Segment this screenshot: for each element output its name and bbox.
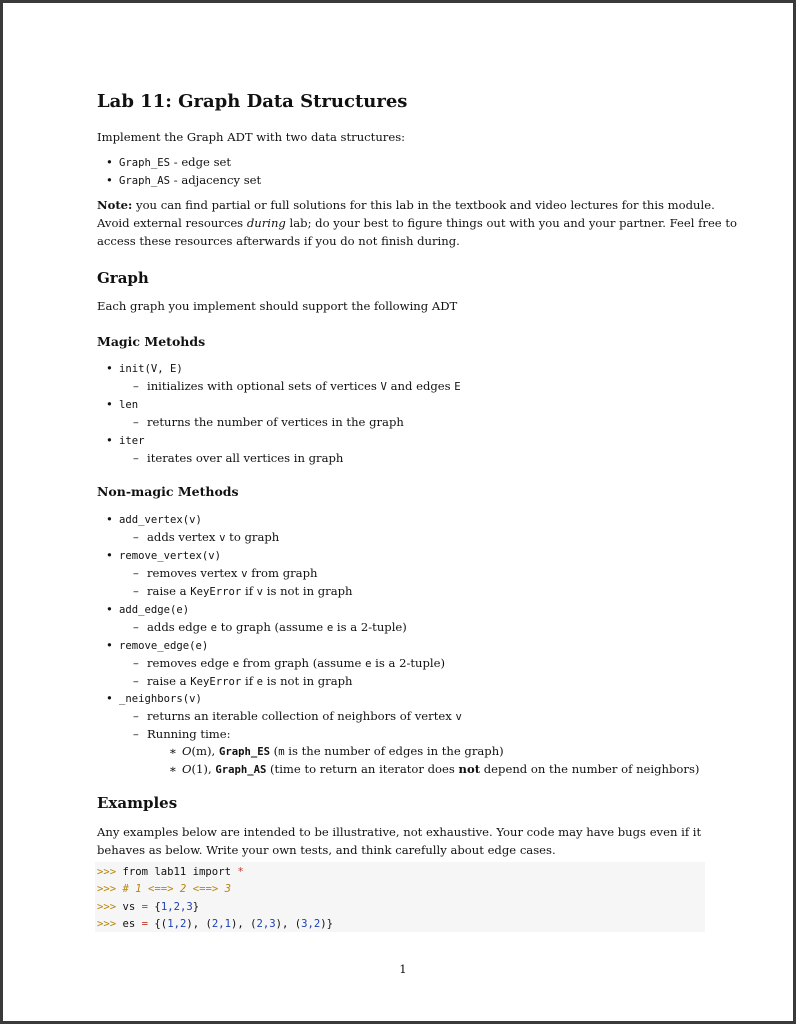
- code-line: [97, 863, 244, 881]
- desc-text: returns the number of vertices in the graph: [147, 415, 404, 429]
- desc-text: adds edge: [147, 620, 211, 634]
- desc-text: removes vertex: [147, 566, 242, 580]
- desc-text: raise a: [147, 674, 191, 688]
- desc-text: is not in graph: [263, 674, 353, 688]
- note-text: you can find partial or full solutions for this lab in the textbook and video lectures for this module.: [132, 198, 715, 212]
- code-v: V: [380, 381, 387, 393]
- code-block: [95, 862, 705, 932]
- list-item: [119, 600, 189, 619]
- code-number: 2,3: [256, 918, 276, 930]
- code-number: 2,1: [211, 918, 231, 930]
- list-item: [119, 546, 221, 565]
- code-number: 1,2: [167, 918, 187, 930]
- subsection-heading-nonmagic: Non-magic Methods: [97, 484, 239, 499]
- desc-text: to graph: [225, 530, 280, 544]
- desc-text: (time to return an iterator does: [266, 762, 459, 776]
- code-e: e: [232, 658, 240, 670]
- code-v: v: [256, 586, 264, 598]
- list-item: [119, 395, 138, 414]
- desc-text: (m),: [191, 744, 219, 758]
- big-o: O: [182, 762, 192, 776]
- list-item: [119, 689, 202, 708]
- code-operator: =: [141, 901, 149, 913]
- code-text: from lab11 import: [116, 866, 238, 878]
- code-text: )}: [320, 918, 334, 930]
- code-e: e: [365, 658, 372, 670]
- big-o: O: [182, 744, 192, 758]
- method-remove-edge: remove_edge(e): [119, 640, 209, 652]
- note-line: [97, 214, 737, 232]
- code-text: {(: [148, 918, 168, 930]
- list-item: [119, 431, 145, 450]
- desc-text: is a 2-tuple): [333, 620, 407, 634]
- page-title: Lab 11: Graph Data Structures: [97, 91, 408, 112]
- note-line: [97, 196, 715, 214]
- code-v: v: [455, 711, 462, 723]
- section-heading-examples: Examples: [97, 794, 178, 812]
- code-line: [97, 898, 199, 916]
- page-number: 1: [399, 962, 407, 976]
- code-prompt: >>>: [97, 866, 117, 878]
- list-subitem: [147, 449, 343, 467]
- code-graph-as: Graph_AS: [215, 764, 267, 776]
- intro-text: Implement the Graph ADT with two data structures:: [97, 130, 406, 144]
- note-text: Avoid external resources: [97, 216, 247, 230]
- code-text: ), (: [275, 918, 302, 930]
- code-text: es: [116, 918, 142, 930]
- code-operator: *: [237, 866, 244, 878]
- document-page: [3, 3, 793, 1021]
- list-subitem: [147, 618, 407, 637]
- desc-text: (: [269, 744, 279, 758]
- method-add-edge: add_edge(e): [119, 604, 190, 616]
- desc-text: (1),: [191, 762, 216, 776]
- code-operator: =: [141, 918, 149, 930]
- desc-text: is not in graph: [263, 584, 353, 598]
- desc-text: initializes with optional sets of vertices: [147, 379, 381, 393]
- desc-text: if: [241, 674, 257, 688]
- code-text: }: [192, 901, 200, 913]
- code-line: [97, 880, 231, 898]
- list-item: [119, 153, 231, 172]
- subsection-heading-magic: Magic Metohds: [97, 334, 206, 349]
- section-heading-graph: Graph: [97, 269, 149, 287]
- list-item: [119, 510, 202, 529]
- note-text: access these resources afterwards if you do not finish during.: [97, 234, 460, 248]
- examples-text: Any examples below are intended to be illustrative, not exhaustive. Your code may have bugs even if it: [97, 825, 702, 839]
- list-item: [119, 171, 261, 190]
- note-emphasis: during: [246, 216, 286, 230]
- code-prompt: >>>: [97, 883, 117, 895]
- structure-desc: - edge set: [170, 155, 232, 169]
- examples-text: behaves as below. Write your own tests, and think carefully about edge cases.: [97, 843, 556, 857]
- code-m: m: [278, 746, 285, 758]
- list-subitem: [147, 582, 353, 601]
- code-v: v: [241, 568, 248, 580]
- code-number: 1,2,3: [160, 901, 193, 913]
- code-text: ), (: [186, 918, 212, 930]
- desc-text: raise a: [147, 584, 191, 598]
- list-subitem: [147, 707, 462, 726]
- method-neighbors: _neighbors(v): [119, 693, 202, 705]
- note-line: [97, 232, 460, 250]
- note-label: Note:: [97, 198, 133, 212]
- method-init: init(V, E): [119, 363, 183, 375]
- desc-text: is a 2-tuple): [371, 656, 446, 670]
- list-subitem: [147, 528, 279, 547]
- code-v: v: [219, 532, 226, 544]
- desc-text: removes edge: [147, 656, 233, 670]
- method-iter: iter: [119, 435, 145, 447]
- method-remove-vertex: remove_vertex(v): [119, 550, 222, 562]
- desc-text: and edges: [386, 379, 455, 393]
- note-text: lab; do your best to figure things out with you and your partner. Feel free to: [285, 216, 737, 230]
- code-e: e: [326, 622, 334, 634]
- desc-text: from graph (assume: [239, 656, 366, 670]
- list-subsubitem: [182, 760, 699, 779]
- list-subitem: [147, 377, 461, 396]
- structure-desc: - adjacency set: [170, 173, 262, 187]
- list-subitem: [147, 725, 231, 743]
- code-e: E: [454, 381, 461, 393]
- desc-text: iterates over all vertices in graph: [147, 451, 344, 465]
- desc-text: adds vertex: [147, 530, 220, 544]
- code-keyerror: KeyError: [190, 676, 242, 688]
- code-text: ), (: [230, 918, 257, 930]
- code-graph-es: Graph_ES: [119, 157, 171, 169]
- method-add-vertex: add_vertex(v): [119, 514, 202, 526]
- method-len: len: [119, 399, 139, 411]
- code-number: 3,2: [301, 918, 321, 930]
- code-line: [97, 915, 333, 933]
- desc-text: to graph (assume: [217, 620, 327, 634]
- desc-text: is the number of edges in the graph): [284, 744, 504, 758]
- code-graph-as: Graph_AS: [119, 175, 171, 187]
- list-subitem: [147, 564, 317, 583]
- code-text: vs: [116, 901, 142, 913]
- desc-text: from graph: [247, 566, 318, 580]
- code-e: e: [210, 622, 218, 634]
- code-prompt: >>>: [97, 918, 117, 930]
- code-prompt: >>>: [97, 901, 117, 913]
- desc-text: returns an iterable collection of neighbors of vertex: [147, 709, 456, 723]
- list-item: [119, 359, 183, 378]
- code-comment: # 1 <==> 2 <==> 3: [122, 883, 231, 895]
- desc-text: depend on the number of neighbors): [480, 762, 700, 776]
- list-subitem: [147, 413, 404, 431]
- graph-text: Each graph you implement should support the following ADT: [97, 299, 458, 313]
- code-graph-es: Graph_ES: [218, 746, 270, 758]
- desc-text: if: [241, 584, 257, 598]
- code-keyerror: KeyError: [190, 586, 242, 598]
- code-e: e: [256, 676, 264, 688]
- list-item: [119, 636, 208, 655]
- emphasis-not: not: [458, 762, 481, 776]
- desc-text: Running time:: [147, 727, 231, 741]
- list-subitem: [147, 654, 445, 673]
- list-subsubitem: [182, 742, 504, 761]
- code-text: {: [148, 901, 161, 913]
